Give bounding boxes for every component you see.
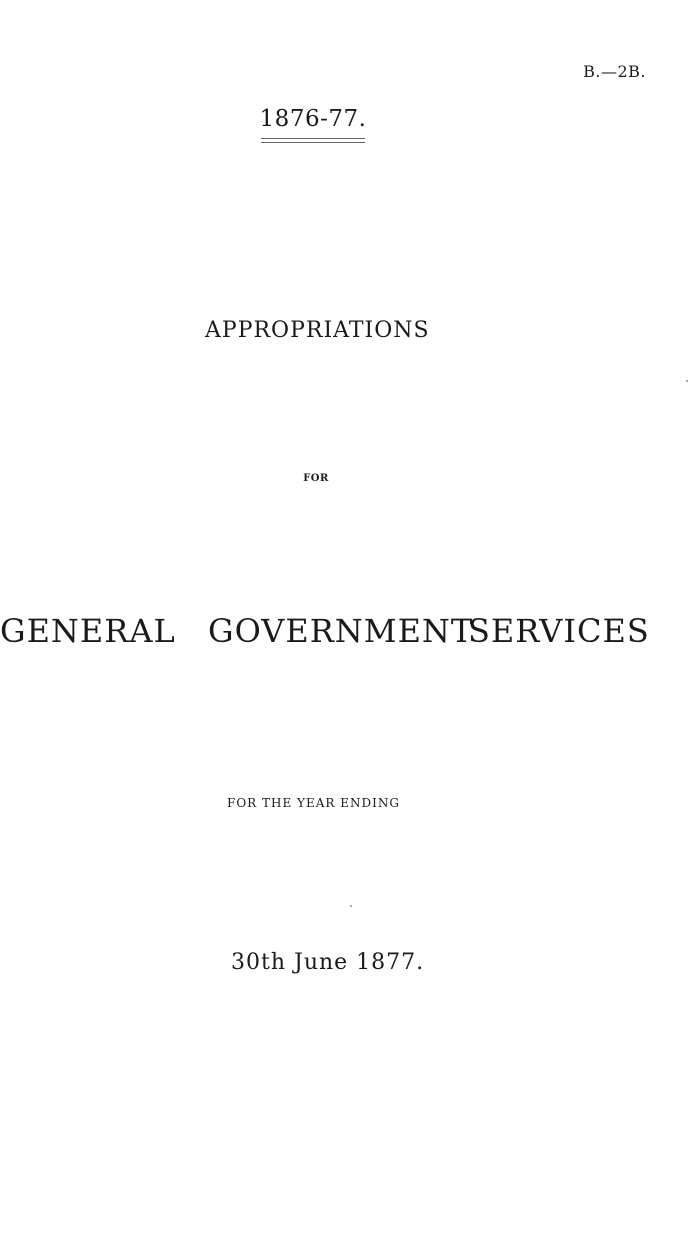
- year-heading: 1876-77.: [259, 106, 367, 132]
- main-title: [0, 612, 700, 652]
- paper-speck: [350, 905, 352, 907]
- for-connector: FOR: [303, 473, 329, 484]
- paper-speck: [686, 380, 688, 382]
- main-title-word-general: GENERAL: [0, 612, 176, 650]
- document-reference: B.—2B.: [583, 62, 646, 81]
- year-heading-block: [252, 106, 374, 143]
- main-title-word-government: GOVERNMENT: [208, 612, 474, 650]
- main-title-word-services: SERVICES: [468, 612, 650, 650]
- appropriations-heading: APPROPRIATIONS: [205, 318, 430, 343]
- year-ending-subtitle: FOR THE YEAR ENDING: [227, 796, 400, 810]
- year-double-rule: [261, 138, 365, 143]
- end-date: 30th June 1877.: [231, 950, 425, 975]
